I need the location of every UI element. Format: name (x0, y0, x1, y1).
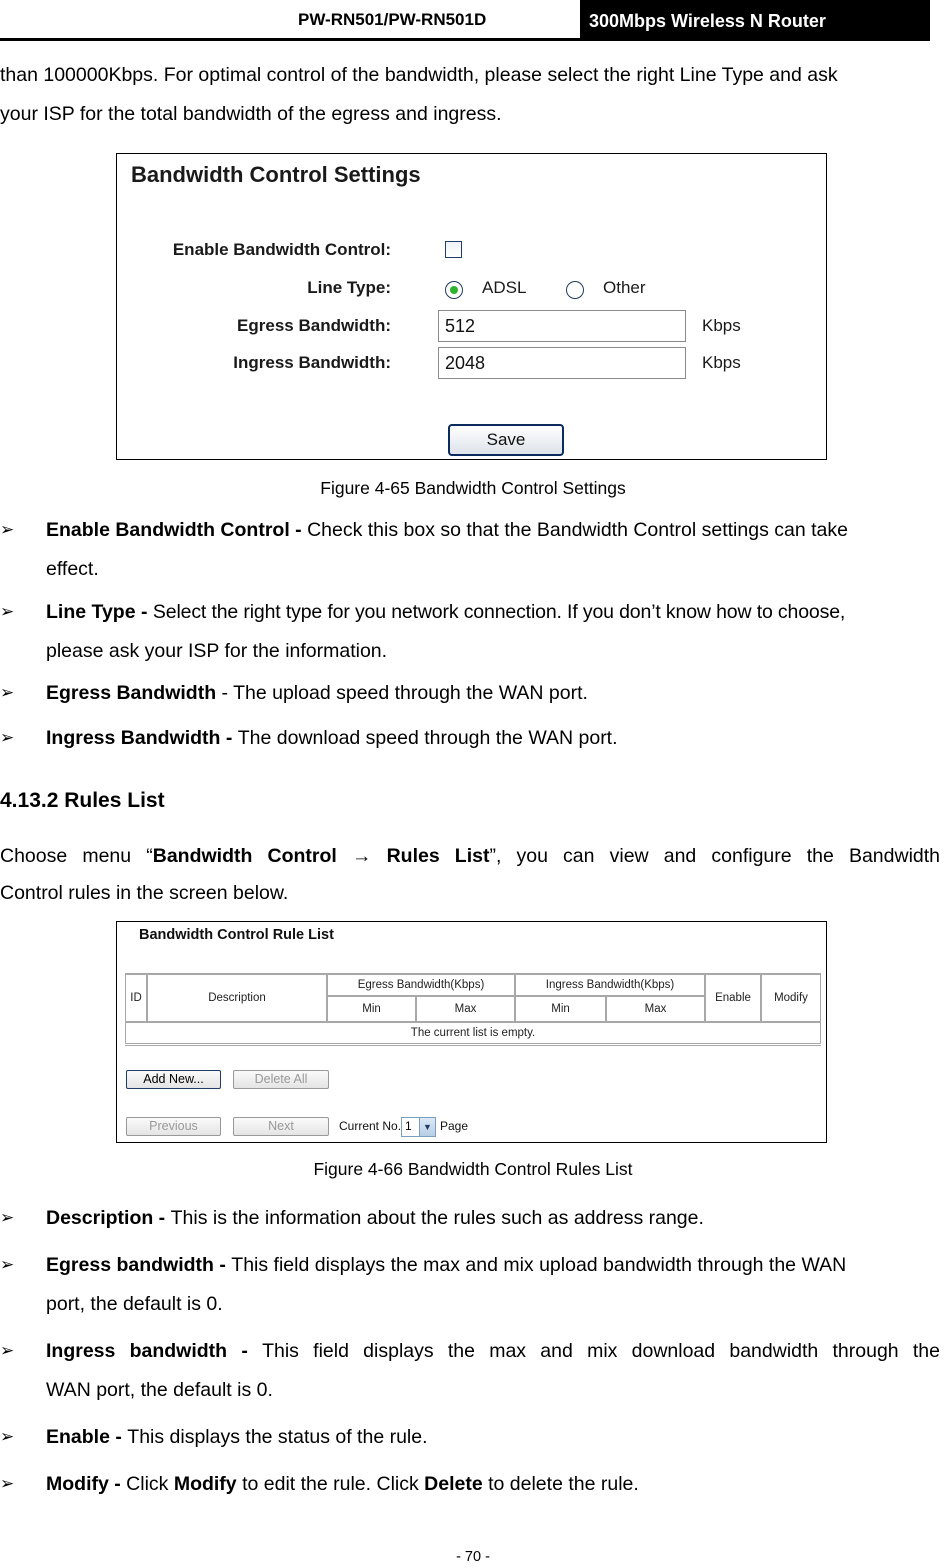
bullet-text: to edit the rule. Click (236, 1473, 425, 1495)
save-button[interactable]: Save (448, 424, 564, 456)
bullet-text: - The upload speed through the WAN port. (216, 682, 588, 704)
bullet-term: Enable Bandwidth Control - (46, 519, 308, 541)
intro-paragraph (0, 56, 946, 133)
page-number: - 70 - (456, 1549, 490, 1565)
enable-label: Enable Bandwidth Control: (172, 240, 391, 259)
bullet-term: Description - (46, 1207, 171, 1229)
col-egress: Egress Bandwidth(Kbps) (327, 974, 515, 996)
bullet-text: The download speed through the WAN port. (237, 727, 618, 749)
col-modify: Modify (761, 974, 821, 1022)
line-type-label: Line Type: (307, 278, 391, 297)
section-text: Choose menu “ (0, 845, 153, 867)
bullet-text-cont: effect. (46, 557, 99, 580)
header-product: 300Mbps Wireless N Router (580, 0, 930, 38)
bullet-term: Enable - (46, 1426, 128, 1448)
figure2-caption: Figure 4-66 Bandwidth Control Rules List (313, 1159, 633, 1179)
header-rule (0, 38, 930, 41)
bullet-arrow-icon: ➢ (0, 1208, 15, 1227)
bullet-text: Check this box so that the Bandwidth Control settings can take (307, 519, 848, 541)
modify-word: Modify (173, 1473, 237, 1495)
bullet-arrow-icon: ➢ (0, 1427, 15, 1446)
bullet-term: Ingress bandwidth - (46, 1340, 263, 1362)
current-page-value: 1 (405, 1119, 412, 1133)
bullet-text: This field displays the max and mix upload bandwidth through the WAN (231, 1254, 847, 1276)
col-enable: Enable (705, 974, 761, 1022)
bullet-arrow-icon: ➢ (0, 602, 15, 621)
col-description: Description (147, 974, 327, 1022)
bullet-text: This field displays the max and mix download bandwidth through the (262, 1340, 940, 1362)
rules-list-figure (116, 921, 827, 1143)
current-no-label: Current No. (339, 1119, 402, 1133)
bullet-arrow-icon: ➢ (0, 520, 15, 539)
bullet-ingress-bandwidth (0, 1332, 946, 1410)
next-button[interactable]: Next (233, 1117, 329, 1136)
bullet-term: Ingress Bandwidth - (46, 727, 238, 749)
chevron-down-icon[interactable]: ▼ (419, 1118, 435, 1136)
header-model: PW-RN501/PW-RN501D (298, 10, 487, 29)
section-text: ”, you can view and configure the Bandwidth (489, 845, 940, 867)
section-line-2: Control rules in the screen below. (0, 882, 289, 904)
delete-all-button[interactable]: Delete All (233, 1070, 329, 1089)
col-ingress-max: Max (606, 996, 705, 1022)
rule-list-table (125, 973, 821, 1046)
current-page-select[interactable] (401, 1117, 436, 1137)
previous-button[interactable]: Previous (126, 1117, 221, 1136)
line-type-other-label: Other (603, 278, 646, 297)
bullet-term: Egress Bandwidth (46, 682, 217, 704)
ingress-unit: Kbps (702, 353, 741, 372)
col-egress-max: Max (416, 996, 515, 1022)
col-ingress: Ingress Bandwidth(Kbps) (515, 974, 705, 996)
bullet-enable (0, 511, 946, 589)
add-new-button[interactable]: Add New... (126, 1070, 221, 1089)
col-egress-min: Min (327, 996, 416, 1022)
bullet-text-cont: port, the default is 0. (46, 1292, 223, 1315)
line-type-other-radio[interactable] (566, 281, 584, 299)
bullet-term: Line Type - (46, 601, 153, 623)
settings-title: Bandwidth Control Settings (131, 162, 421, 187)
col-id: ID (125, 974, 147, 1022)
bullet-arrow-icon: ➢ (0, 1255, 15, 1274)
egress-input[interactable]: 512 (438, 310, 686, 342)
bullet-term: Egress bandwidth - (46, 1254, 232, 1276)
enable-checkbox[interactable] (445, 241, 462, 258)
col-ingress-min: Min (515, 996, 606, 1022)
menu-bandwidth-control: Bandwidth Control (152, 845, 337, 867)
ingress-input[interactable]: 2048 (438, 347, 686, 379)
intro-line-2: your ISP for the total bandwidth of the egress and ingress. (0, 102, 502, 125)
rule-list-title: Bandwidth Control Rule List (139, 927, 334, 943)
delete-word: Delete (424, 1473, 483, 1495)
egress-label: Egress Bandwidth: (237, 316, 391, 335)
bullet-text: This displays the status of the rule. (127, 1426, 428, 1448)
bullet-arrow-icon: ➢ (0, 728, 15, 747)
figure1-caption: Figure 4-65 Bandwidth Control Settings (320, 478, 626, 498)
section-line-1 (0, 837, 940, 875)
radio-selected-dot (450, 286, 458, 294)
menu-arrow-icon: → (351, 845, 372, 867)
menu-rules-list: Rules List (386, 845, 490, 867)
line-type-adsl-radio[interactable] (445, 281, 463, 299)
bullet-text: to delete the rule. (482, 1473, 639, 1495)
bullet-arrow-icon: ➢ (0, 1474, 15, 1493)
line-type-adsl-label: ADSL (482, 278, 527, 297)
intro-line-1: than 100000Kbps. For optimal control of the bandwidth, please select the right Line Type and ask (0, 64, 838, 86)
bullet-text-cont: WAN port, the default is 0. (46, 1378, 273, 1401)
egress-unit: Kbps (702, 316, 741, 335)
section-heading: 4.13.2 Rules List (0, 789, 165, 812)
bullet-arrow-icon: ➢ (0, 1341, 15, 1360)
bullet-arrow-icon: ➢ (0, 683, 15, 702)
empty-list-message: The current list is empty. (125, 1022, 821, 1044)
bullet-text: Click (126, 1473, 174, 1495)
bullet-term: Modify - (46, 1473, 127, 1495)
bullet-text-cont: please ask your ISP for the information. (46, 639, 388, 662)
page-label: Page (440, 1119, 469, 1133)
bullet-text: Select the right type for you network connection. If you don’t know how to choose, (152, 601, 846, 623)
bandwidth-settings-figure (116, 153, 827, 460)
bullet-egress-bandwidth (0, 1246, 946, 1324)
ingress-label: Ingress Bandwidth: (233, 353, 391, 372)
bullet-line-type (0, 593, 946, 671)
bullet-text: This is the information about the rules such as address range. (170, 1207, 704, 1229)
